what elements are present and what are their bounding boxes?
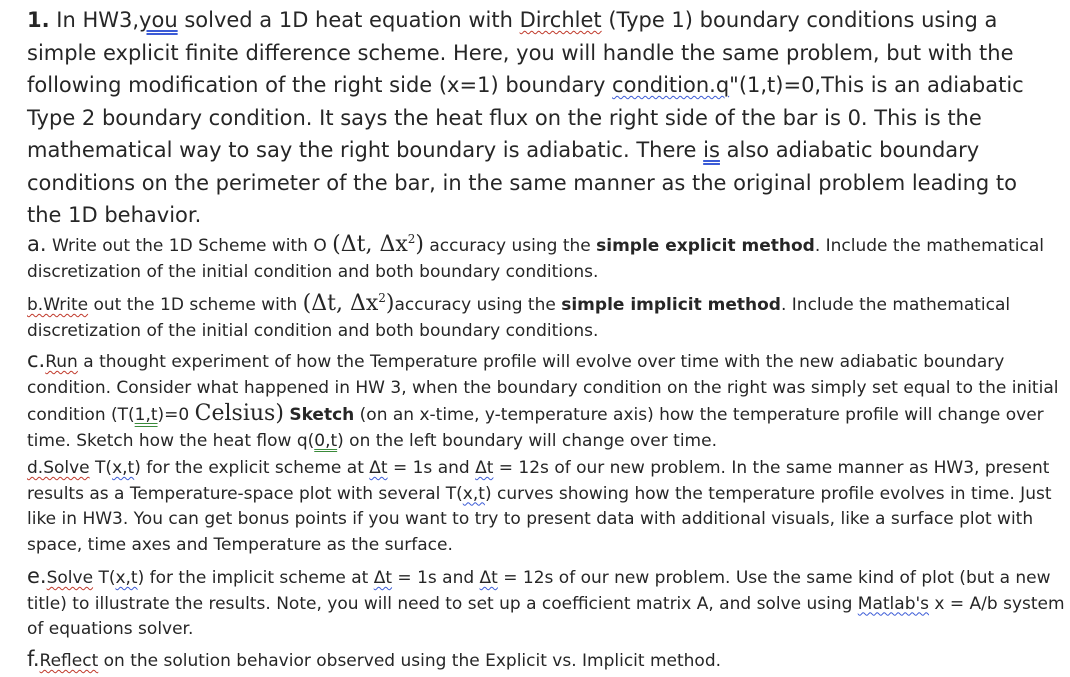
math-expression <box>303 291 395 316</box>
intro-text: solved a 1D heat equation with <box>177 8 520 32</box>
intro-text: condition.q <box>612 73 730 97</box>
item-text: accuracy using the <box>423 236 597 256</box>
item-text: out the 1D scheme with <box>88 295 303 315</box>
item-text: = 12s of our new problem. Use the same kind of plot (but a new title) to illustrate the results. Note, you will need to set up a coefficient matrix A, and solve using <box>27 568 1051 614</box>
intro-text: Dirchlet <box>519 8 602 32</box>
item-text: x,t <box>462 483 485 504</box>
intro-text: also adiabatic boundary conditions on the perimeter of the bar, in the same manner as the original problem leading to the 1D behavior. <box>27 138 1018 227</box>
item-text: ) for the explicit scheme at <box>134 458 370 478</box>
intro-text: In HW3, <box>49 8 140 32</box>
item-letter: b.Write <box>27 295 89 315</box>
item-text: T( <box>89 458 113 478</box>
item-letter: d.Solve <box>27 458 90 478</box>
item-text: ) curves showing how the temperature profile evolves in time. Just like in HW3. You can get bonus points if you want to try to present data with additional visuals, like a surface plot with space, time axes and Temperature as the surface. <box>27 483 1052 555</box>
item-d <box>27 456 1067 558</box>
item-text: x,t <box>112 458 135 478</box>
item-text: 0,t <box>314 430 338 451</box>
item-b <box>27 291 1067 344</box>
item-text: Δt <box>479 568 498 588</box>
intro-text: (Type 1) boundary conditions using a simple explicit finite difference scheme. Here, you will handle the same problem, but with the following modification of the right side (x=1) boundary <box>27 8 1014 97</box>
item-text: Δt <box>369 458 388 478</box>
item-text: x,t <box>115 568 138 588</box>
item-text: . Include the mathematical discretization of the initial condition and both boundary conditions. <box>27 236 1044 282</box>
item-text: Write out the 1D Scheme with O <box>46 236 333 256</box>
math-superscript: 2 <box>378 291 386 305</box>
item-text: ) for the implicit scheme at <box>137 568 374 588</box>
item-c <box>27 348 1067 454</box>
item-bold-text: Sketch <box>289 405 355 425</box>
item-text: Reflect <box>39 651 99 671</box>
item-text: . Include the mathematical discretization of the initial condition and both boundary conditions. <box>27 295 1011 341</box>
item-text: Solve <box>46 568 94 588</box>
item-text: Δt <box>475 458 494 478</box>
math-expression <box>332 232 424 257</box>
item-text: on the solution behavior observed using the Explicit vs. Implicit method. <box>98 651 722 671</box>
item-text: Matlab's <box>857 593 930 614</box>
item-f <box>27 647 1067 675</box>
item-letter: a. <box>27 232 47 256</box>
item-bold-text: simple explicit method <box>596 236 815 256</box>
item-a <box>27 232 1067 285</box>
item-letter: f. <box>27 647 40 671</box>
item-bold-text: simple implicit method <box>561 295 781 315</box>
item-text: 1,t <box>134 405 158 425</box>
problem-statement <box>27 4 1057 232</box>
math-part: ) <box>385 291 395 316</box>
item-text: Celsius) <box>194 401 284 426</box>
item-text: ) on the left boundary will change over time. <box>337 430 717 451</box>
item-text: accuracy using the <box>394 295 562 315</box>
item-text: = 1s and <box>387 458 476 478</box>
math-part: (Δt, Δx <box>332 232 408 257</box>
item-e <box>27 564 1067 643</box>
intro-text: "(1,t)=0,This is an adiabatic Type 2 boundary condition. It says the heat flux on the right side of the bar is 0. This is the mathematical way to say the right boundary is adiabatic. There <box>27 73 1024 162</box>
item-text: )=0 <box>157 405 195 425</box>
item-text: (on an x-time, y-temperature axis) how the temperature profile will change over time. Sketch how the heat flow q( <box>27 405 1044 451</box>
item-text: T( <box>93 568 116 588</box>
item-text: = 12s of our new problem. In the same manner as HW3, present results as a Temperature-space plot with several T( <box>27 458 1050 504</box>
item-text: = 1s and <box>392 568 480 588</box>
item-text: Δt <box>373 568 393 588</box>
intro-text: is <box>703 138 720 162</box>
intro-text: you <box>139 8 178 32</box>
item-letter: c. <box>27 348 46 372</box>
item-letter: e. <box>27 564 47 588</box>
item-text: a thought experiment of how the Temperature profile will evolve over time with the new adiabatic boundary condition. Consider what happened in HW 3, when the boundary condition on the right was simply set equal to the initial condition (T( <box>27 352 1059 425</box>
problem-number: 1. <box>27 8 50 32</box>
item-text: x = A/b system of equations solver. <box>27 593 1065 639</box>
math-part: (Δt, Δx <box>302 291 379 316</box>
math-part: ) <box>415 232 424 257</box>
item-text: Run <box>45 352 78 372</box>
math-superscript: 2 <box>407 232 416 246</box>
